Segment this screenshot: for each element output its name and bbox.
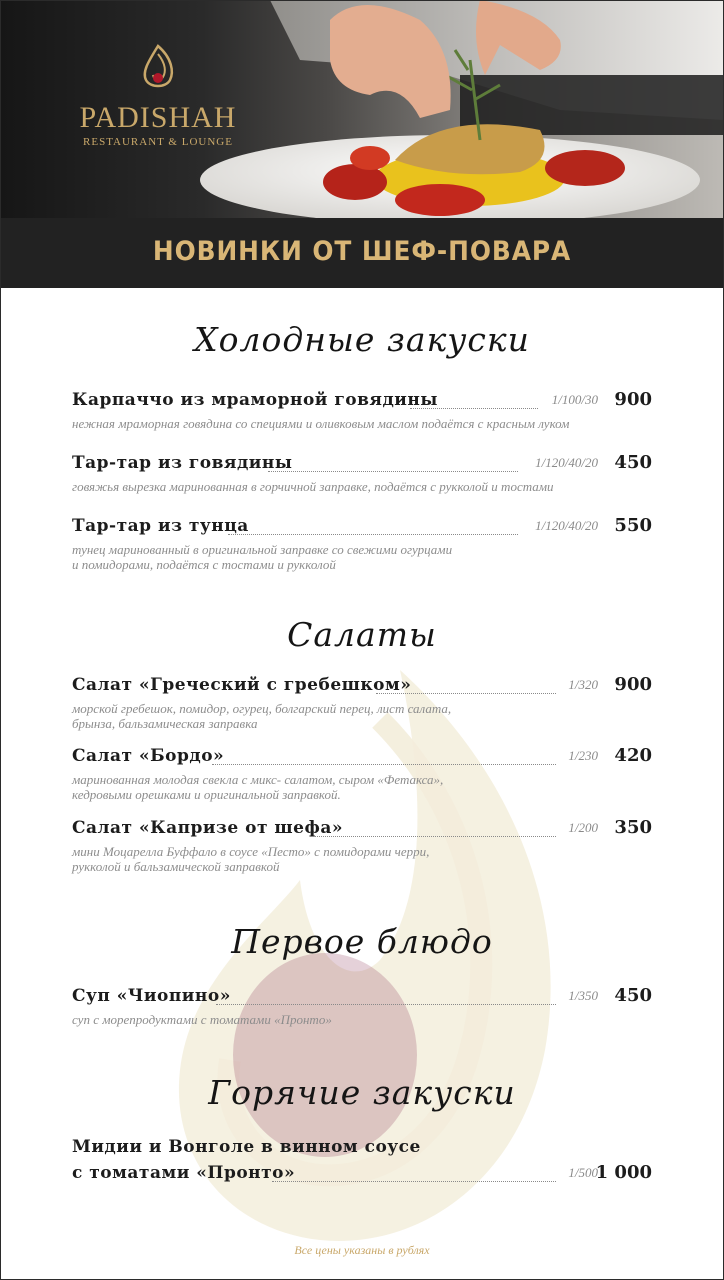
item-price: 450 xyxy=(614,452,652,473)
item-description: маринованная молодая свекла с микс- салатом, сыром «Фетакса», кедровыми орешками и оригинальной заправкой. xyxy=(72,772,444,802)
item-price: 900 xyxy=(614,674,652,695)
item-name: Салат «Бордо» xyxy=(72,746,225,766)
item-price: 1 000 xyxy=(595,1162,652,1183)
brand-tagline: RESTAURANT & LOUNGE xyxy=(83,136,233,148)
leader-dots xyxy=(212,744,556,765)
item-name: Мидии и Вонголе в винном соусе xyxy=(72,1137,421,1157)
menu-item xyxy=(72,514,652,572)
section-title-first-course: Первое блюдо xyxy=(231,922,493,961)
item-name: Тар-тар из говядины xyxy=(72,453,293,473)
leader-dots xyxy=(228,514,518,535)
flame-logo-icon xyxy=(138,44,178,92)
menu-item xyxy=(72,984,652,1027)
leader-dots xyxy=(310,816,556,837)
item-description: морской гребешок, помидор, огурец, болгарский перец, лист салата, брынза, бальзамическая заправка xyxy=(72,701,452,731)
item-weight: 1/350 xyxy=(568,988,598,1003)
item-price: 450 xyxy=(614,985,652,1006)
section-title-cold-appetizers: Холодные закуски xyxy=(194,320,530,359)
item-description: нежная мраморная говядина со специями и оливковым маслом подаётся с красным луком xyxy=(72,416,570,431)
item-description: тунец маринованный в оригинальной заправке со свежими огурцами и помидорами, подаётся с тостами и рукколой xyxy=(72,542,453,572)
leader-dots xyxy=(376,673,556,694)
item-description: суп с морепродуктами с томатами «Пронто» xyxy=(72,1012,332,1027)
brand-logo xyxy=(72,44,244,149)
item-name: Тар-тар из тунца xyxy=(72,516,249,536)
section-title-hot-appetizers: Горячие закуски xyxy=(208,1073,516,1112)
item-weight: 1/120/40/20 xyxy=(535,455,598,470)
item-price: 350 xyxy=(614,817,652,838)
item-name: Карпаччо из мраморной говядины xyxy=(72,390,438,410)
item-description: мини Моцарелла Буффало в соусе «Песто» с помидорами черри, рукколой и бальзамической заправкой xyxy=(72,844,430,874)
leader-dots xyxy=(410,388,538,409)
menu-item xyxy=(72,388,652,431)
item-description: говяжья вырезка маринованная в горчичной заправке, подаётся с рукколой и тостами xyxy=(72,479,554,494)
item-weight: 1/120/40/20 xyxy=(535,518,598,533)
section-title-salads: Салаты xyxy=(287,615,437,654)
item-name: Салат «Греческий с гребешком» xyxy=(72,675,412,695)
item-weight: 1/500 xyxy=(568,1165,598,1180)
item-weight: 1/100/30 xyxy=(551,392,598,407)
leader-dots xyxy=(268,451,518,472)
item-price: 900 xyxy=(614,389,652,410)
item-name: Суп «Чиопино» xyxy=(72,986,231,1006)
brand-name: PADISHAH xyxy=(79,101,237,134)
menu-item xyxy=(72,816,652,874)
prices-note: Все цены указаны в рублях xyxy=(294,1243,430,1257)
menu-item xyxy=(72,451,652,494)
menu-item xyxy=(72,673,652,731)
menu-item xyxy=(72,1135,652,1187)
item-weight: 1/230 xyxy=(568,748,598,763)
item-price: 550 xyxy=(614,515,652,536)
item-price: 420 xyxy=(614,745,652,766)
leader-dots xyxy=(216,984,556,1005)
hero-photo xyxy=(0,0,724,218)
leader-dots xyxy=(272,1161,556,1182)
page-title: НОВИНКИ ОТ ШЕФ-ПОВАРА xyxy=(152,236,572,267)
item-name-line2: с томатами «Пронто» xyxy=(72,1163,296,1183)
item-name: Салат «Капризе от шефа» xyxy=(72,818,343,838)
menu-item xyxy=(72,744,652,802)
item-weight: 1/200 xyxy=(568,820,598,835)
item-weight: 1/320 xyxy=(568,677,598,692)
